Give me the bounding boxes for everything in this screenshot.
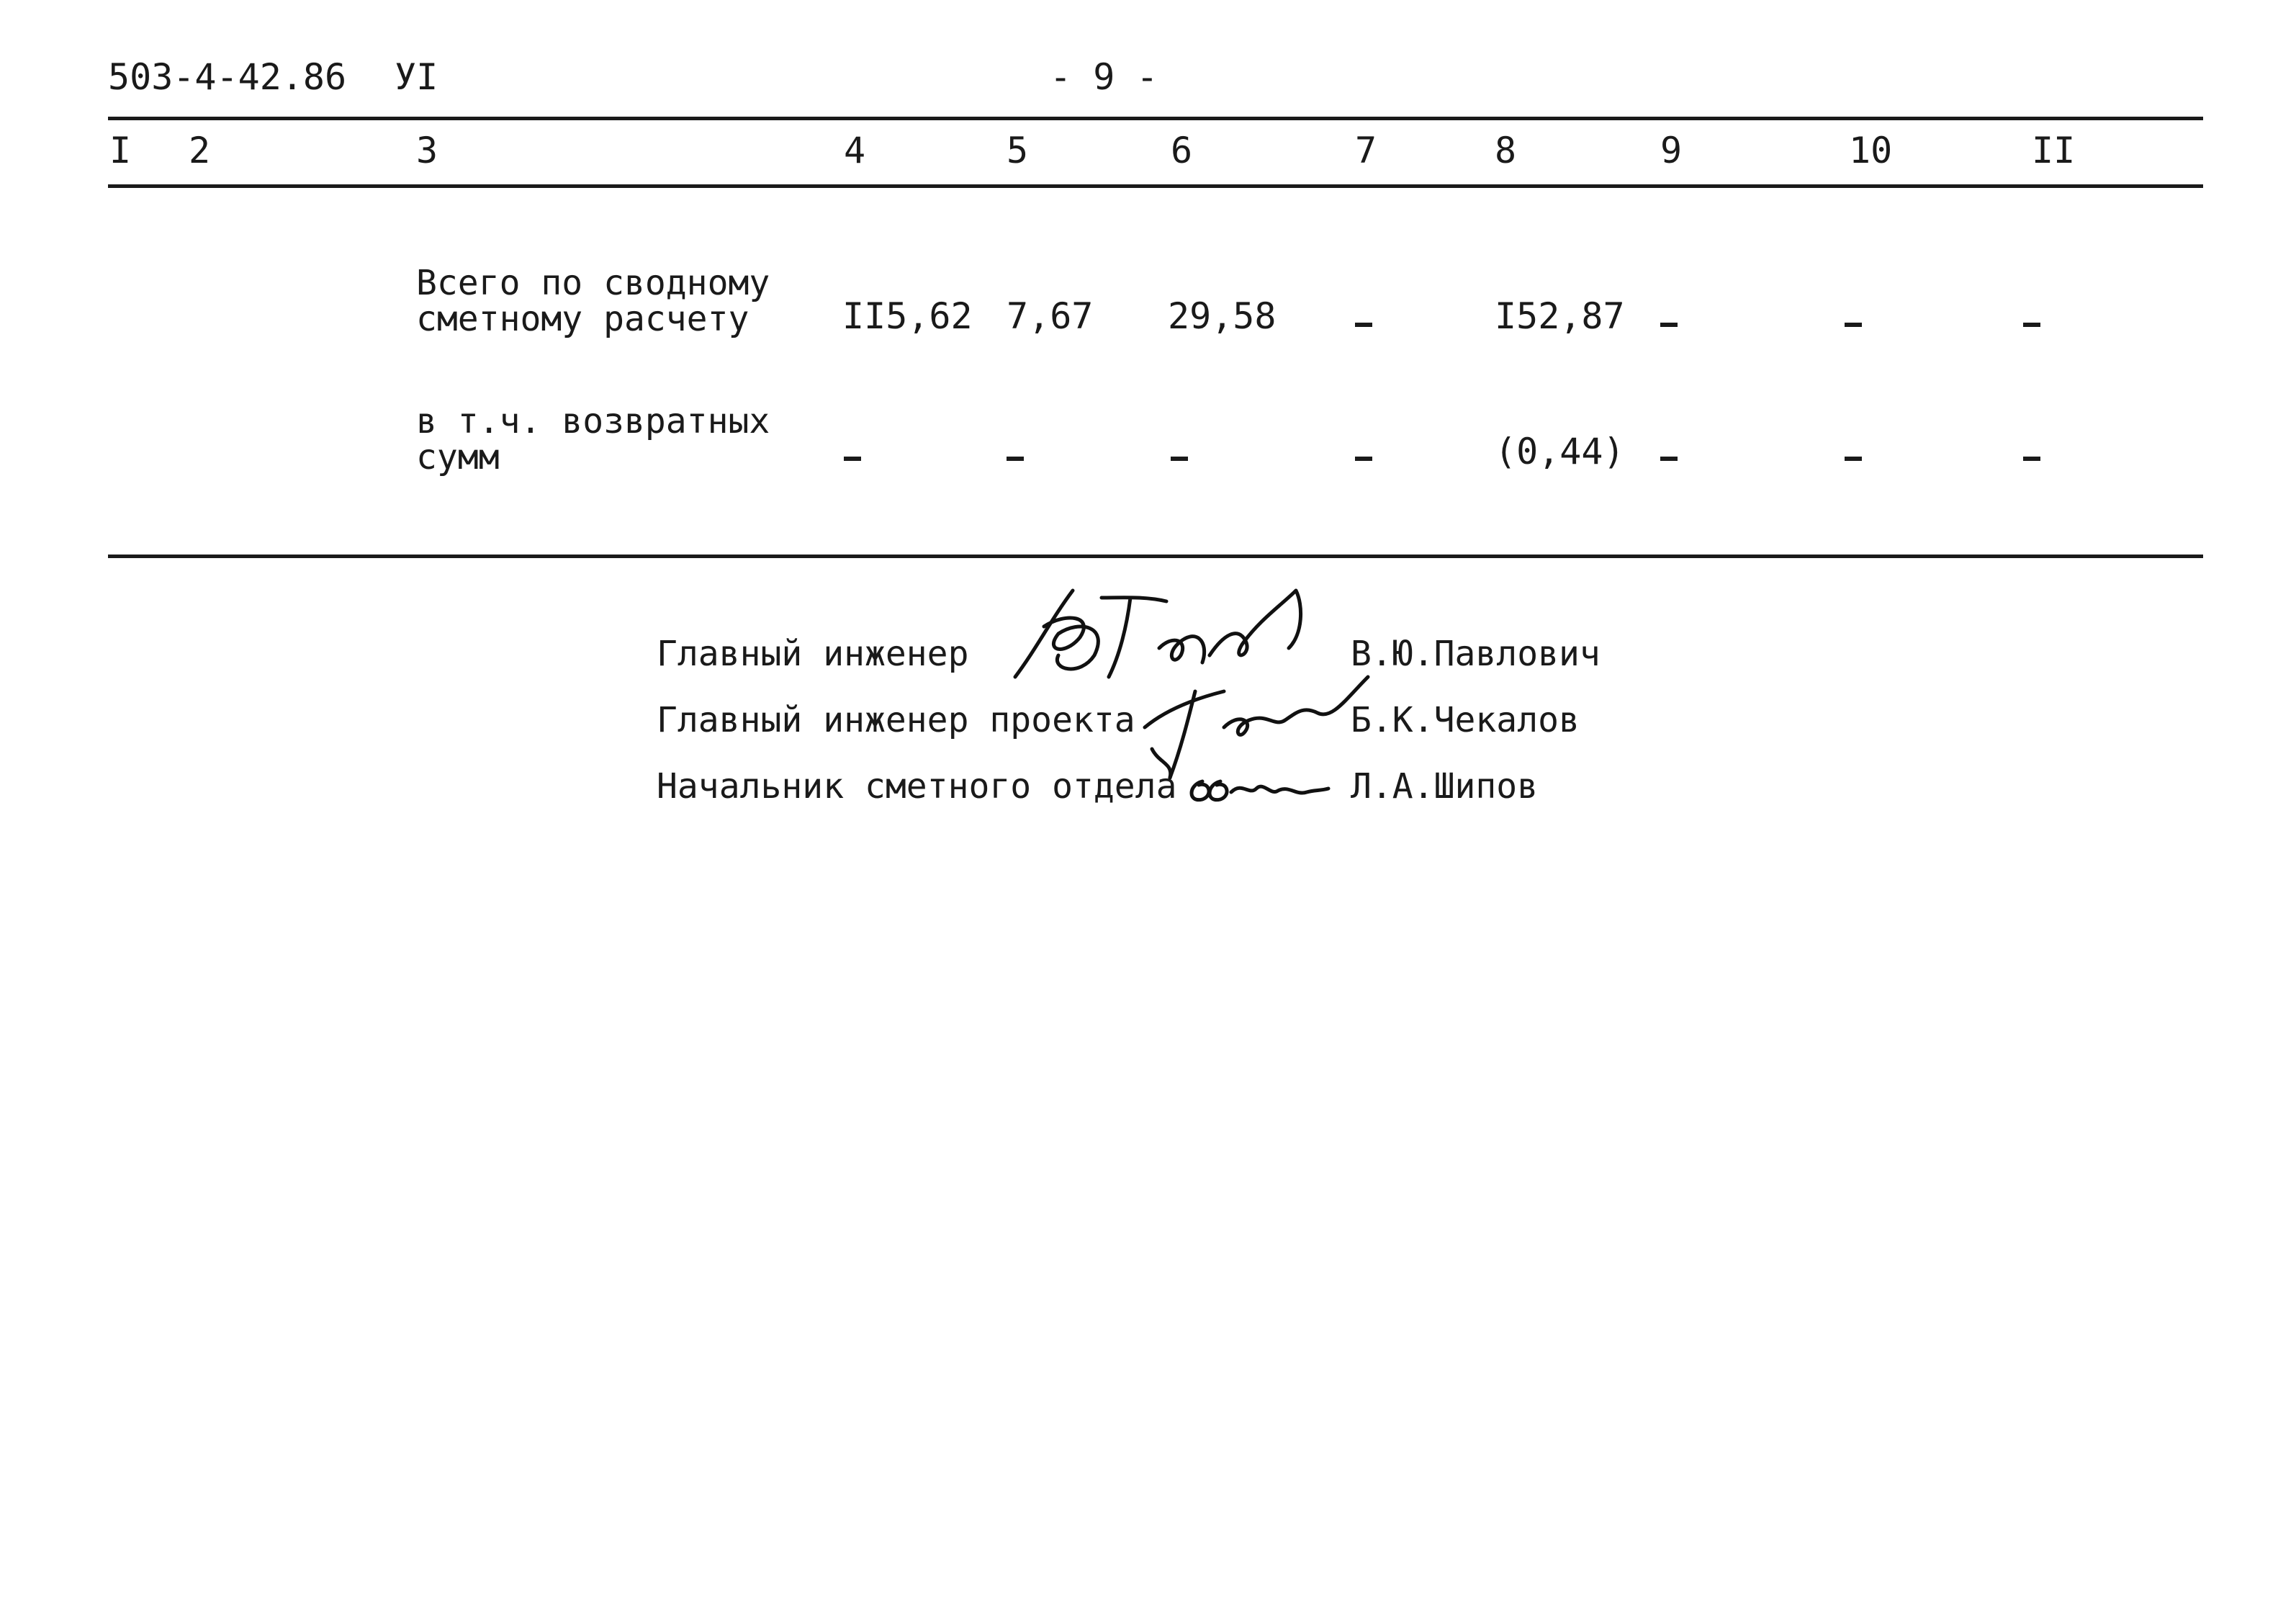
row-description-line: сметному расчету xyxy=(416,299,749,339)
cell-col4: II5,62 xyxy=(842,295,973,337)
row-description xyxy=(416,403,770,475)
signature-name: Б.К.Чекалов xyxy=(1351,700,1580,740)
table-bottom-rule xyxy=(108,555,2203,558)
cell-col6-dash xyxy=(1171,457,1188,461)
column-number: 9 xyxy=(1660,130,1683,171)
column-number: 4 xyxy=(844,130,866,171)
handwritten-signature xyxy=(1181,763,1339,814)
cell-col7-dash xyxy=(1355,457,1372,461)
cell-col9-dash xyxy=(1660,457,1678,461)
row-description-line: сумм xyxy=(416,437,500,477)
cell-col8: (0,44) xyxy=(1495,431,1625,472)
cell-col4-dash xyxy=(844,457,861,461)
column-number: II xyxy=(2032,130,2076,171)
cell-col10-dash xyxy=(1845,323,1862,327)
cell-col10-dash xyxy=(1845,457,1862,461)
cell-col11-dash xyxy=(2023,457,2040,461)
row-description-line: Всего по сводному xyxy=(416,263,770,303)
column-number: I xyxy=(109,130,132,171)
cell-col11-dash xyxy=(2023,323,2040,327)
column-number: 5 xyxy=(1007,130,1029,171)
volume-number: УI xyxy=(395,56,438,98)
cell-col9-dash xyxy=(1660,323,1678,327)
column-number: 7 xyxy=(1355,130,1377,171)
cell-col8: I52,87 xyxy=(1495,295,1625,337)
signature-role: Начальник сметного отдела xyxy=(657,766,1177,807)
column-number: 10 xyxy=(1849,130,1893,171)
signature-name: Л.А.Шипов xyxy=(1351,766,1539,807)
row-description-line: в т.ч. возвратных xyxy=(416,401,770,441)
column-number: 3 xyxy=(416,130,438,171)
page-number: - 9 - xyxy=(1050,56,1158,98)
column-number: 6 xyxy=(1171,130,1193,171)
signature-role: Главный инженер xyxy=(657,634,969,674)
column-number: 8 xyxy=(1495,130,1517,171)
header-bottom-rule xyxy=(108,184,2203,188)
cell-col7-dash xyxy=(1355,323,1372,327)
table-top-rule xyxy=(108,117,2203,120)
cell-col6: 29,58 xyxy=(1168,295,1277,337)
document-code: 503-4-42.86 xyxy=(108,56,347,98)
signature-role: Главный инженер проекта xyxy=(657,700,1135,740)
column-number: 2 xyxy=(189,130,211,171)
cell-col5: 7,67 xyxy=(1007,295,1094,337)
row-description xyxy=(416,265,770,337)
cell-col5-dash xyxy=(1007,457,1024,461)
signature-name: В.Ю.Павлович xyxy=(1351,634,1601,674)
